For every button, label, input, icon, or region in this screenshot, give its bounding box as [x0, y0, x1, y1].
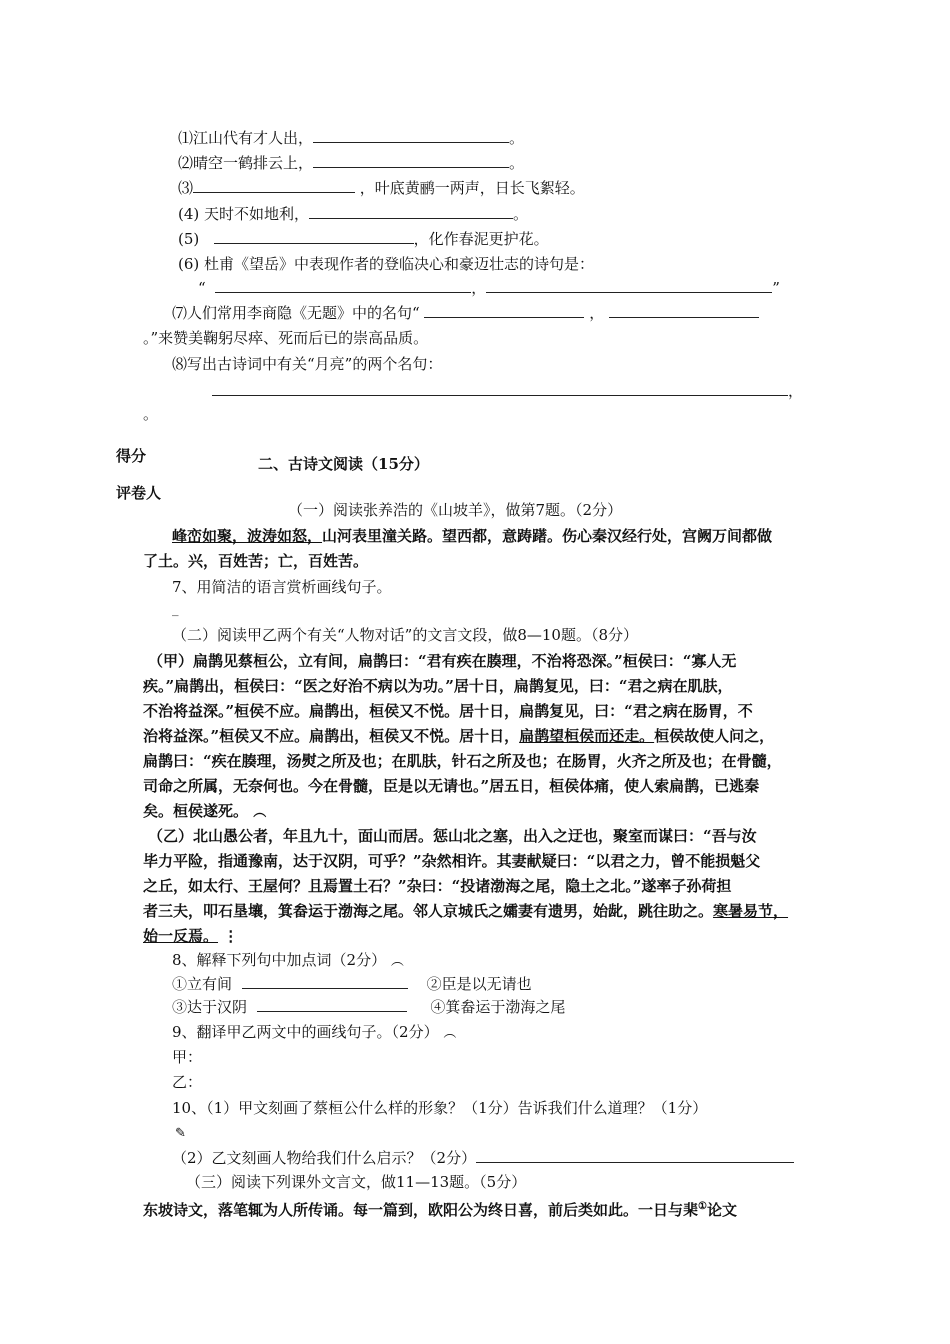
section-title: 二、古诗文阅读（15分） [258, 455, 429, 473]
part2-heading: （二）阅读甲乙两个有关“人物对话”的文言文段，做8—10题。（8分） [172, 626, 639, 644]
jia-line: （甲）扁鹊见蔡桓公，立有间，扁鹊曰：“君有疾在腠理，不治将恐深。”桓侯曰：“寡人无 [148, 652, 737, 670]
jia-line: 疾。”扁鹊出，桓侯曰：“医之好治不病以为功。”居十日，扁鹊复见，曰：“君之病在肌肤， [143, 677, 733, 695]
fill-q8: ⑻写出古诗词中有关“月亮”的两个名句： [172, 355, 443, 373]
yi-line: 之丘，如太行、王屋何？且焉置土石？”杂曰：“投诸渤海之尾，隐土之北。”遂率子孙荷担 [143, 877, 732, 895]
question-10b: （2）乙文刻画人物给我们什么启示？（2分） [172, 1148, 794, 1168]
answer-blank[interactable] [313, 153, 509, 168]
answer-blank[interactable] [313, 128, 509, 143]
score-label: 得分 [116, 447, 147, 465]
answer-blank[interactable] [486, 278, 772, 293]
part3-line1: 东坡诗文，落笔辄为人所传诵。每一篇到，欧阳公为终日喜，前后类如此。一日与棐①论文 [143, 1201, 737, 1219]
yi-line: 始一反焉。 ⋮ [143, 927, 239, 945]
question-10: 10、（1）甲文刻画了蔡桓公什么样的形象？（1分）告诉我们什么道理？（1分） [172, 1099, 708, 1117]
question-9: 9、翻译甲乙两文中的画线句子。（2分） ︵ [172, 1023, 457, 1041]
fill-q1: ⑴江山代有才人出， 。 [178, 129, 525, 147]
answer-blank[interactable] [424, 303, 584, 318]
fill-q5: (5) ，化作春泥更护花。 [178, 230, 549, 248]
answer-blank[interactable] [257, 997, 407, 1012]
answer-blank[interactable] [309, 204, 513, 219]
question-8: 8、解释下列句中加点词（2分） ︵ [172, 951, 404, 969]
jia-line: 司命之所属，无奈何也。今在骨髓，臣是以无请也。”居五日，桓侯体痛，使人索扁鹊，已逃秦 [143, 777, 760, 795]
grader-label: 评卷人 [116, 484, 162, 502]
fill-q8-end: 。 [143, 405, 159, 423]
fill-q3: ⑶ ，叶底黄鹂一两声，日长飞絮轻。 [178, 179, 585, 197]
fill-q7-cont: 。”来赞美鞠躬尽瘁、死而后已的崇高品质。 [143, 329, 429, 347]
yi-line: 毕力平险，指通豫南，达于汉阴，可乎？”杂然相许。其妻献疑曰：“以君之力，曾不能损魁父 [143, 852, 761, 870]
part1-poem-line1: 峰峦如聚，波涛如怒，山河表里潼关路。望西都，意踌躇。伤心秦汉经行处，宫阙万间都做 [172, 527, 773, 545]
answer-blank[interactable] [242, 974, 408, 989]
mark-line: _ [172, 602, 179, 617]
jia-line: 治将益深。”桓侯又不应。扁鹊出，桓侯又不悦。居十日，扁鹊望桓侯而还走。桓侯故使人问之， [143, 727, 775, 745]
q8-row1: ①立有间 ②臣是以无请也 [172, 975, 532, 993]
fill-q6: (6) 杜甫《望岳》中表现作者的登临决心和豪迈壮志的诗句是： [178, 255, 595, 273]
part1-heading: （一）阅读张养浩的《山坡羊》，做第7题。（2分） [288, 501, 623, 519]
question-7: 7、用简洁的语言赏析画线句子。 [172, 578, 392, 596]
answer-blank[interactable] [214, 229, 414, 244]
decorative-mark-icon: ✎ [175, 1126, 186, 1141]
q9-jia: 甲： [172, 1048, 203, 1066]
fill-q4: (4) 天时不如地利， 。 [178, 205, 529, 223]
answer-blank[interactable] [215, 278, 471, 293]
q8-row2: ③达于汉阴 ④箕畚运于渤海之尾 [172, 998, 566, 1016]
part3-heading: （三）阅读下列课外文言文，做11—13题。（5分） [186, 1173, 527, 1191]
fill-q6-answer: “ ， ” [198, 279, 780, 297]
fill-q8-answer: ， [212, 381, 803, 401]
yi-line: 者三夫，叩石垦壤，箕畚运于渤海之尾。邻人京城氏之孀妻有遗男，始龀，跳往助之。寒暑易节， [143, 902, 789, 920]
answer-blank[interactable] [609, 303, 759, 318]
q9-yi: 乙： [172, 1073, 203, 1091]
fill-q2: ⑵晴空一鹤排云上， 。 [178, 154, 525, 172]
jia-line: 不治将益深。”桓侯不应。扁鹊出，桓侯又不悦。居十日，扁鹊复见，曰：“君之病在肠胃，不 [143, 702, 753, 720]
part1-poem-line2: 了土。兴，百姓苦；亡，百姓苦。 [143, 552, 369, 570]
answer-blank[interactable] [476, 1148, 794, 1163]
yi-line: （乙）北山愚公者，年且九十，面山而居。惩山北之塞，出入之迂也，聚室而谋曰：“吾与汝 [148, 827, 757, 845]
answer-blank[interactable] [212, 381, 788, 396]
fill-q7: ⑺人们常用李商隐《无题》中的名句“ ， [172, 303, 759, 323]
answer-blank[interactable] [193, 178, 355, 193]
jia-line: 矣。桓侯遂死。 ︵ [143, 802, 267, 820]
jia-line: 扁鹊曰：“疾在腠理，汤熨之所及也；在肌肤，针石之所及也；在肠胃，火齐之所及也；在骨髓， [143, 752, 782, 770]
